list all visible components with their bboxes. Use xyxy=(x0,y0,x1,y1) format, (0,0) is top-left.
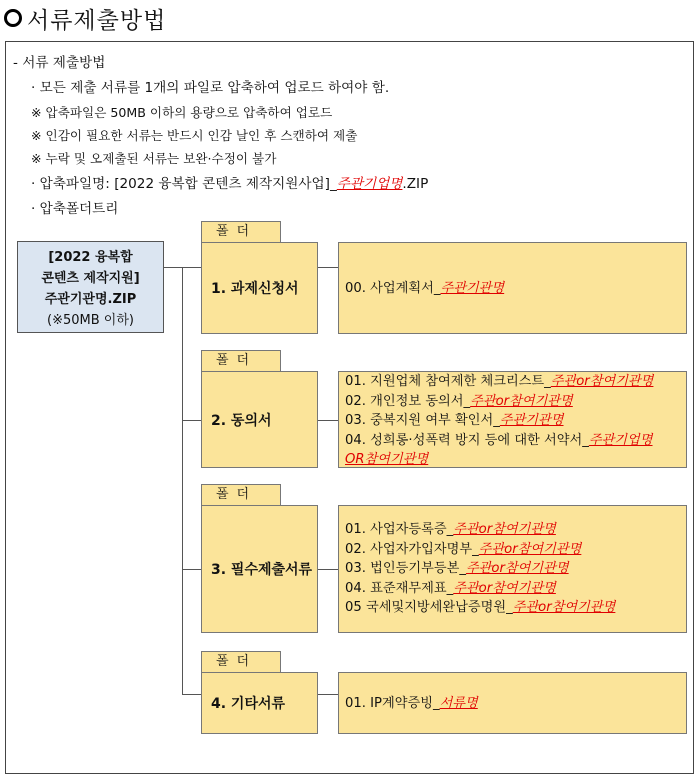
folder-tab: 폴더 xyxy=(201,350,281,372)
folder-1: 1. 과제신청서 xyxy=(201,242,318,334)
file-entry: OR참여기관명 xyxy=(345,452,429,467)
folder-tab: 폴더 xyxy=(201,651,281,673)
file-entry: 03. 중복지원 여부 확인서_주관기관명 xyxy=(345,413,564,428)
root-line1: [2022 융복합 xyxy=(48,250,133,265)
file-entry: 03. 법인등기부등본_주관or참여기관명 xyxy=(345,561,569,576)
connector-line xyxy=(182,569,201,570)
file-entry: 00. 사업계획서_주관기관명 xyxy=(345,281,505,296)
filebox-2 xyxy=(338,371,687,468)
folder-2: 2. 동의서 xyxy=(201,371,318,468)
file-entry: 04. 성희롱·성폭력 방지 등에 대한 서약서_주관기업명 xyxy=(345,432,653,448)
file-entry: 02. 개인정보 동의서_주관or참여기관명 xyxy=(345,393,573,409)
file-entry: 04. 표준재무제표_주관or참여기관명 xyxy=(345,580,556,596)
note-line: ※ 압축파일은 50MB 이하의 용량으로 압축하여 업로드 xyxy=(31,105,333,120)
root-line4: (※50MB 이하) xyxy=(47,313,134,328)
note-line: · 모든 제출 서류를 1개의 파일로 압축하여 업로드 하여야 함. xyxy=(31,80,390,96)
zip-name-red: 주관기업명 xyxy=(336,176,403,192)
note-line: ※ 누락 및 오제출된 서류는 보완·수정이 불가 xyxy=(31,151,277,166)
folder-3: 3. 필수제출서류 xyxy=(201,505,318,633)
heading-bullet-icon xyxy=(4,9,22,27)
file-entry: 01. 지원업체 참여제한 체크리스트_주관or참여기관명 xyxy=(345,374,654,389)
note-line: ※ 인감이 필요한 서류는 반드시 인감 날인 후 스캔하여 제출 xyxy=(31,128,358,143)
page-title: 서류제출방법 xyxy=(27,8,167,34)
filebox-1 xyxy=(338,242,687,334)
folder-tab: 폴더 xyxy=(201,484,281,506)
root-zip-box xyxy=(17,241,164,333)
tree-trunk-line xyxy=(182,267,183,694)
connector-line xyxy=(318,267,338,268)
zip-name-line xyxy=(31,172,428,192)
connector-line xyxy=(318,569,338,570)
section-label: - 서류 제출방법 xyxy=(13,55,106,71)
file-entry: 01. IP계약증빙_서류명 xyxy=(345,696,478,711)
filebox-3 xyxy=(338,505,687,633)
zip-name-suffix: .ZIP xyxy=(402,176,429,192)
folder-4: 4. 기타서류 xyxy=(201,672,318,734)
filebox-4 xyxy=(338,672,687,734)
connector-line xyxy=(318,694,338,695)
connector-line xyxy=(318,420,338,421)
file-entry: 05 국세및지방세완납증명원_주관or참여기관명 xyxy=(345,600,616,615)
tree-label: · 압축폴더트리 xyxy=(31,201,119,217)
zip-name-prefix: · 압축파일명: [2022 융복합 콘텐츠 제작지원사업]_ xyxy=(31,176,337,192)
root-line3: 주관기관명.ZIP xyxy=(44,292,137,307)
root-line2: 콘텐츠 제작지원] xyxy=(41,271,140,286)
folder-tab: 폴더 xyxy=(201,221,281,243)
file-entry: 02. 사업자가입자명부_주관or참여기관명 xyxy=(345,541,582,557)
connector-line xyxy=(182,420,201,421)
connector-line xyxy=(182,694,201,695)
file-entry: 01. 사업자등록증_주관or참여기관명 xyxy=(345,522,556,537)
